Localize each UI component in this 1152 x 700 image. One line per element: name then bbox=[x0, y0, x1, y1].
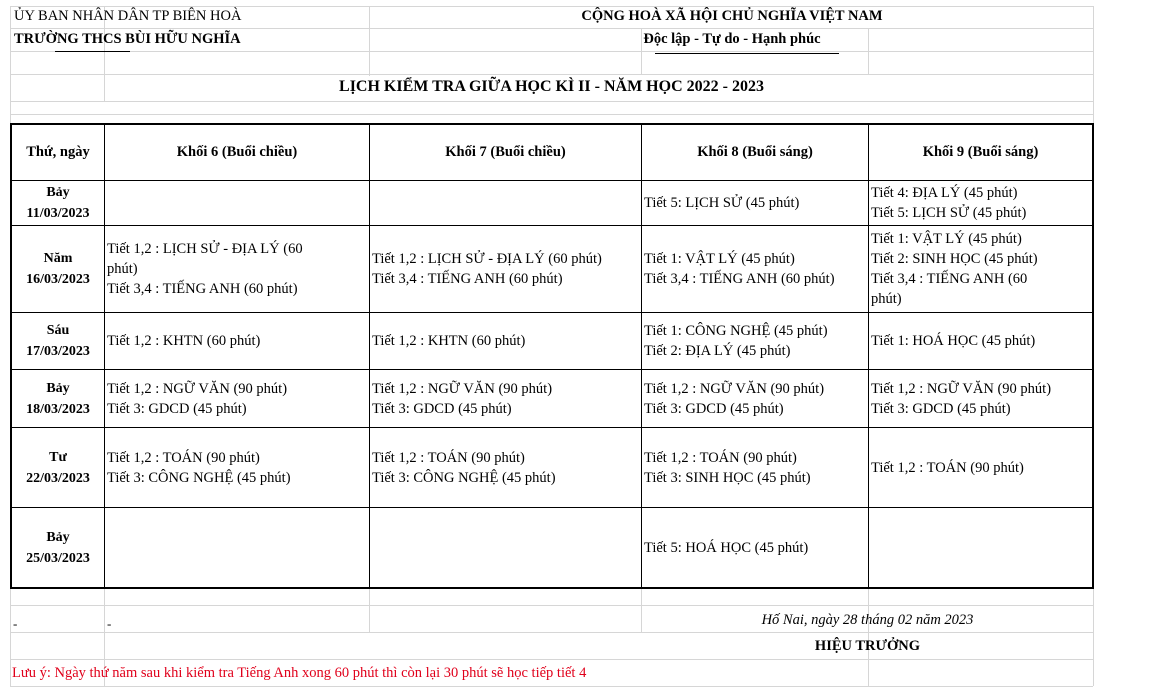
header-left-line2: TRƯỜNG THCS BÙI HỮU NGHĨA bbox=[14, 31, 241, 47]
header-right-line2: Độc lập - Tự do - Hạnh phúc bbox=[643, 31, 821, 47]
header-left-line1: ỦY BAN NHÂN DÂN TP BIÊN HOÀ bbox=[14, 8, 242, 24]
footer-note: Lưu ý: Ngày thứ năm sau khi kiểm tra Tiếng Anh xong 60 phút thì còn lại 30 phút sẽ học tiếp tiết 4 bbox=[12, 665, 587, 681]
schedule-cell: Tiết 1,2 : KHTN (60 phút) bbox=[107, 333, 261, 349]
schedule-cell: Tiết 1,2 : KHTN (60 phút) bbox=[372, 333, 526, 349]
header-right-underline bbox=[655, 53, 839, 54]
schedule-cell: Tiết 1,2 : TOÁN (90 phút) Tiết 3: SINH HỌC (45 phút) bbox=[644, 449, 811, 486]
schedule-cell: Tiết 1: VẬT LÝ (45 phút) Tiết 2: SINH HỌC (45 phút) Tiết 3,4 : TIẾNG ANH (60 phút) bbox=[871, 231, 1038, 307]
schedule-cell: Tiết 1,2 : NGỮ VĂN (90 phút) Tiết 3: GDCD (45 phút) bbox=[107, 380, 288, 417]
schedule-cell: Tiết 4: ĐỊA LÝ (45 phút) Tiết 5: LỊCH SỬ (45 phút) bbox=[871, 185, 1027, 221]
col-header-day: Thứ, ngày bbox=[26, 144, 90, 160]
schedule-cell: Tiết 1,2 : NGỮ VĂN (90 phút) Tiết 3: GDCD (45 phút) bbox=[644, 380, 825, 417]
row-day-cell: Bảy 25/03/2023 bbox=[26, 529, 90, 566]
col-header-khoi8: Khối 8 (Buổi sáng) bbox=[697, 144, 813, 160]
schedule-cell: Tiết 1,2 : TOÁN (90 phút) bbox=[871, 459, 1024, 476]
footer-signer: HIỆU TRƯỞNG bbox=[814, 638, 921, 654]
schedule-cell: Tiết 1,2 : LỊCH SỬ - ĐỊA LÝ (60 phút) Tiết 3,4 : TIẾNG ANH (60 phút) bbox=[372, 251, 602, 287]
schedule-cell: Tiết 1: CÔNG NGHỆ (45 phút) Tiết 2: ĐỊA LÝ (45 phút) bbox=[644, 323, 828, 359]
schedule-cell: Tiết 1: HOÁ HỌC (45 phút) bbox=[871, 333, 1036, 349]
row-day-cell: Tư 22/03/2023 bbox=[26, 449, 90, 486]
schedule-cell: Tiết 1,2 : NGỮ VĂN (90 phút) Tiết 3: GDCD (45 phút) bbox=[871, 380, 1052, 417]
schedule-cell: Tiết 5: HOÁ HỌC (45 phút) bbox=[644, 539, 809, 556]
col-header-khoi6: Khối 6 (Buổi chiều) bbox=[176, 144, 298, 160]
schedule-cell: Tiết 5: LỊCH SỬ (45 phút) bbox=[644, 195, 800, 211]
footer-dash-middle: - bbox=[107, 616, 112, 631]
footer-dash-left: - bbox=[13, 616, 18, 631]
row-day-cell: Năm 16/03/2023 bbox=[26, 251, 90, 287]
schedule-cell: Tiết 1,2 : TOÁN (90 phút) Tiết 3: CÔNG NGHỆ (45 phút) bbox=[372, 449, 556, 486]
footer-place-date: Hố Nai, ngày 28 tháng 02 năm 2023 bbox=[761, 612, 974, 628]
schedule-cell: Tiết 1,2 : TOÁN (90 phút) Tiết 3: CÔNG NGHỆ (45 phút) bbox=[107, 449, 291, 486]
row-day-cell: Bảy 11/03/2023 bbox=[26, 185, 90, 221]
col-header-khoi9: Khối 9 (Buổi sáng) bbox=[922, 144, 1039, 160]
schedule-cell: Tiết 1,2 : LỊCH SỬ - ĐỊA LÝ (60 phút) Tiết 3,4 : TIẾNG ANH (60 phút) bbox=[107, 241, 303, 297]
col-header-khoi7: Khối 7 (Buổi chiều) bbox=[445, 144, 566, 160]
header-left-underline bbox=[55, 51, 130, 52]
row-day-cell: Bảy 18/03/2023 bbox=[26, 380, 90, 417]
page-title: LỊCH KIỂM TRA GIỮA HỌC KÌ II - NĂM HỌC 2022 - 2023 bbox=[339, 78, 764, 95]
schedule-cell: Tiết 1,2 : NGỮ VĂN (90 phút) Tiết 3: GDCD (45 phút) bbox=[372, 380, 553, 417]
schedule-cell: Tiết 1: VẬT LÝ (45 phút) Tiết 3,4 : TIẾNG ANH (60 phút) bbox=[644, 251, 835, 287]
header-right-line1: CỘNG HOÀ XÃ HỘI CHỦ NGHĨA VIỆT NAM bbox=[581, 8, 883, 24]
row-day-cell: Sáu 17/03/2023 bbox=[26, 323, 90, 359]
